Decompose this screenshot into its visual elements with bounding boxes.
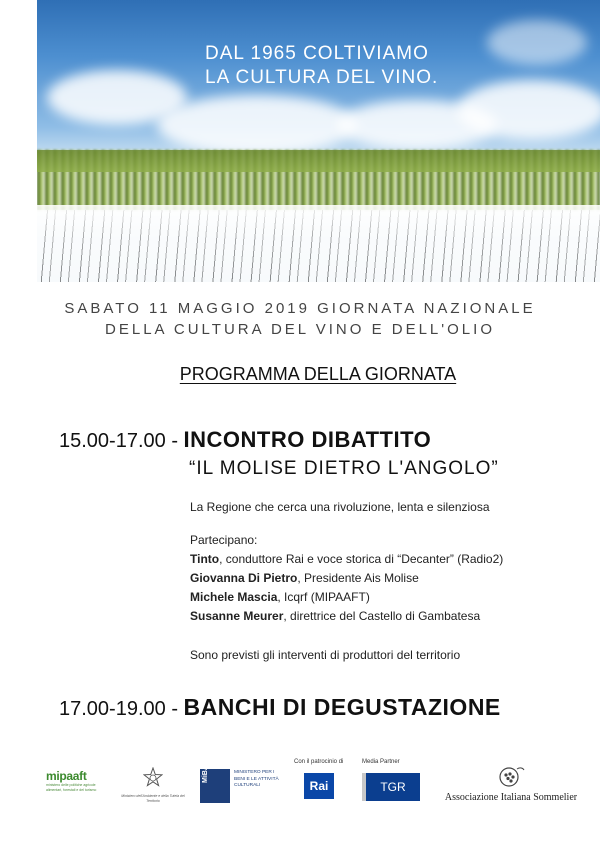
event-line1: SABATO 11 MAGGIO 2019 GIORNATA NAZIONALE: [64, 300, 536, 317]
participant-role: , conduttore Rai e voce storica di “Decanter” (Radio2): [219, 552, 504, 566]
ministero-subtitle: Ministero dell'Ambiente e della Tutela del Territorio: [121, 794, 185, 803]
participant-row: [190, 590, 370, 604]
session2-title: BANCHI DI DEGUSTAZIONE: [183, 694, 501, 720]
participant-role: , direttrice del Castello di Gambatesa: [283, 609, 481, 623]
session1-header: [59, 427, 431, 453]
tagline-line1: DAL 1965 COLTIVIAMO: [205, 43, 429, 64]
session2-time: 17.00-19.00 -: [59, 698, 184, 720]
patrocinio-block: [294, 759, 348, 799]
session1-description: La Regione che cerca una rivoluzione, lenta e silenziosa: [190, 500, 490, 514]
mipaaft-wordmark: mipaaft: [46, 769, 87, 783]
participant-name: Tinto: [190, 552, 220, 566]
mipaaft-subtitle: ministero delle politiche agricole alimentari, forestali e del turismo: [46, 783, 97, 792]
participant-name: Susanne Meurer: [190, 609, 284, 623]
event-heading: [0, 298, 600, 340]
sponsor-logos: [0, 755, 600, 815]
session1-title: INCONTRO DIBATTITO: [183, 427, 432, 452]
italian-emblem-icon: [143, 767, 163, 789]
ais-logo: [436, 765, 586, 803]
participant-name: Giovanna Di Pietro: [190, 571, 298, 585]
ais-name: Associazione Italiana Sommelier: [444, 792, 578, 803]
participant-row: [190, 571, 419, 585]
participant-role: , Icqrf (MIPAAFT): [277, 590, 370, 604]
media-partner-block: [362, 759, 420, 801]
mibac-logo: [200, 760, 280, 803]
ministero-logo: [120, 767, 186, 803]
session2-header: [59, 694, 501, 721]
tgr-logo: TGR: [362, 773, 420, 801]
media-partner-label: Media Partner: [362, 759, 400, 765]
participant-row: [190, 609, 480, 623]
mibac-tag: MiBAC: [202, 760, 209, 783]
rai-logo: Rai: [304, 773, 334, 799]
participant-name: Michele Mascia: [190, 590, 278, 604]
program-heading: PROGRAMMA DELLA GIORNATA: [179, 364, 457, 384]
tagline-line2: LA CULTURA DEL VINO.: [205, 67, 439, 88]
mipaaft-logo: [46, 769, 106, 792]
session1-note: Sono previsti gli interventi di produttori del territorio: [190, 648, 461, 662]
participant-row: [190, 552, 503, 566]
session1-subtitle: “IL MOLISE DIETRO L'ANGOLO”: [189, 458, 499, 479]
hero-tagline: [205, 42, 535, 90]
patrocinio-label: Con il patrocinio di: [294, 759, 344, 765]
session1-time: 15.00-17.00 -: [59, 430, 184, 452]
event-line2: DELLA CULTURA DEL VINO E DELL'OLIO: [105, 321, 495, 338]
participants-label: Partecipano:: [190, 533, 258, 547]
participant-role: , Presidente Ais Molise: [297, 571, 419, 585]
ais-grape-icon: [497, 765, 525, 787]
mibac-text: MINISTERO PER I BENI E LE ATTIVITÀ CULTURALI: [234, 770, 279, 788]
